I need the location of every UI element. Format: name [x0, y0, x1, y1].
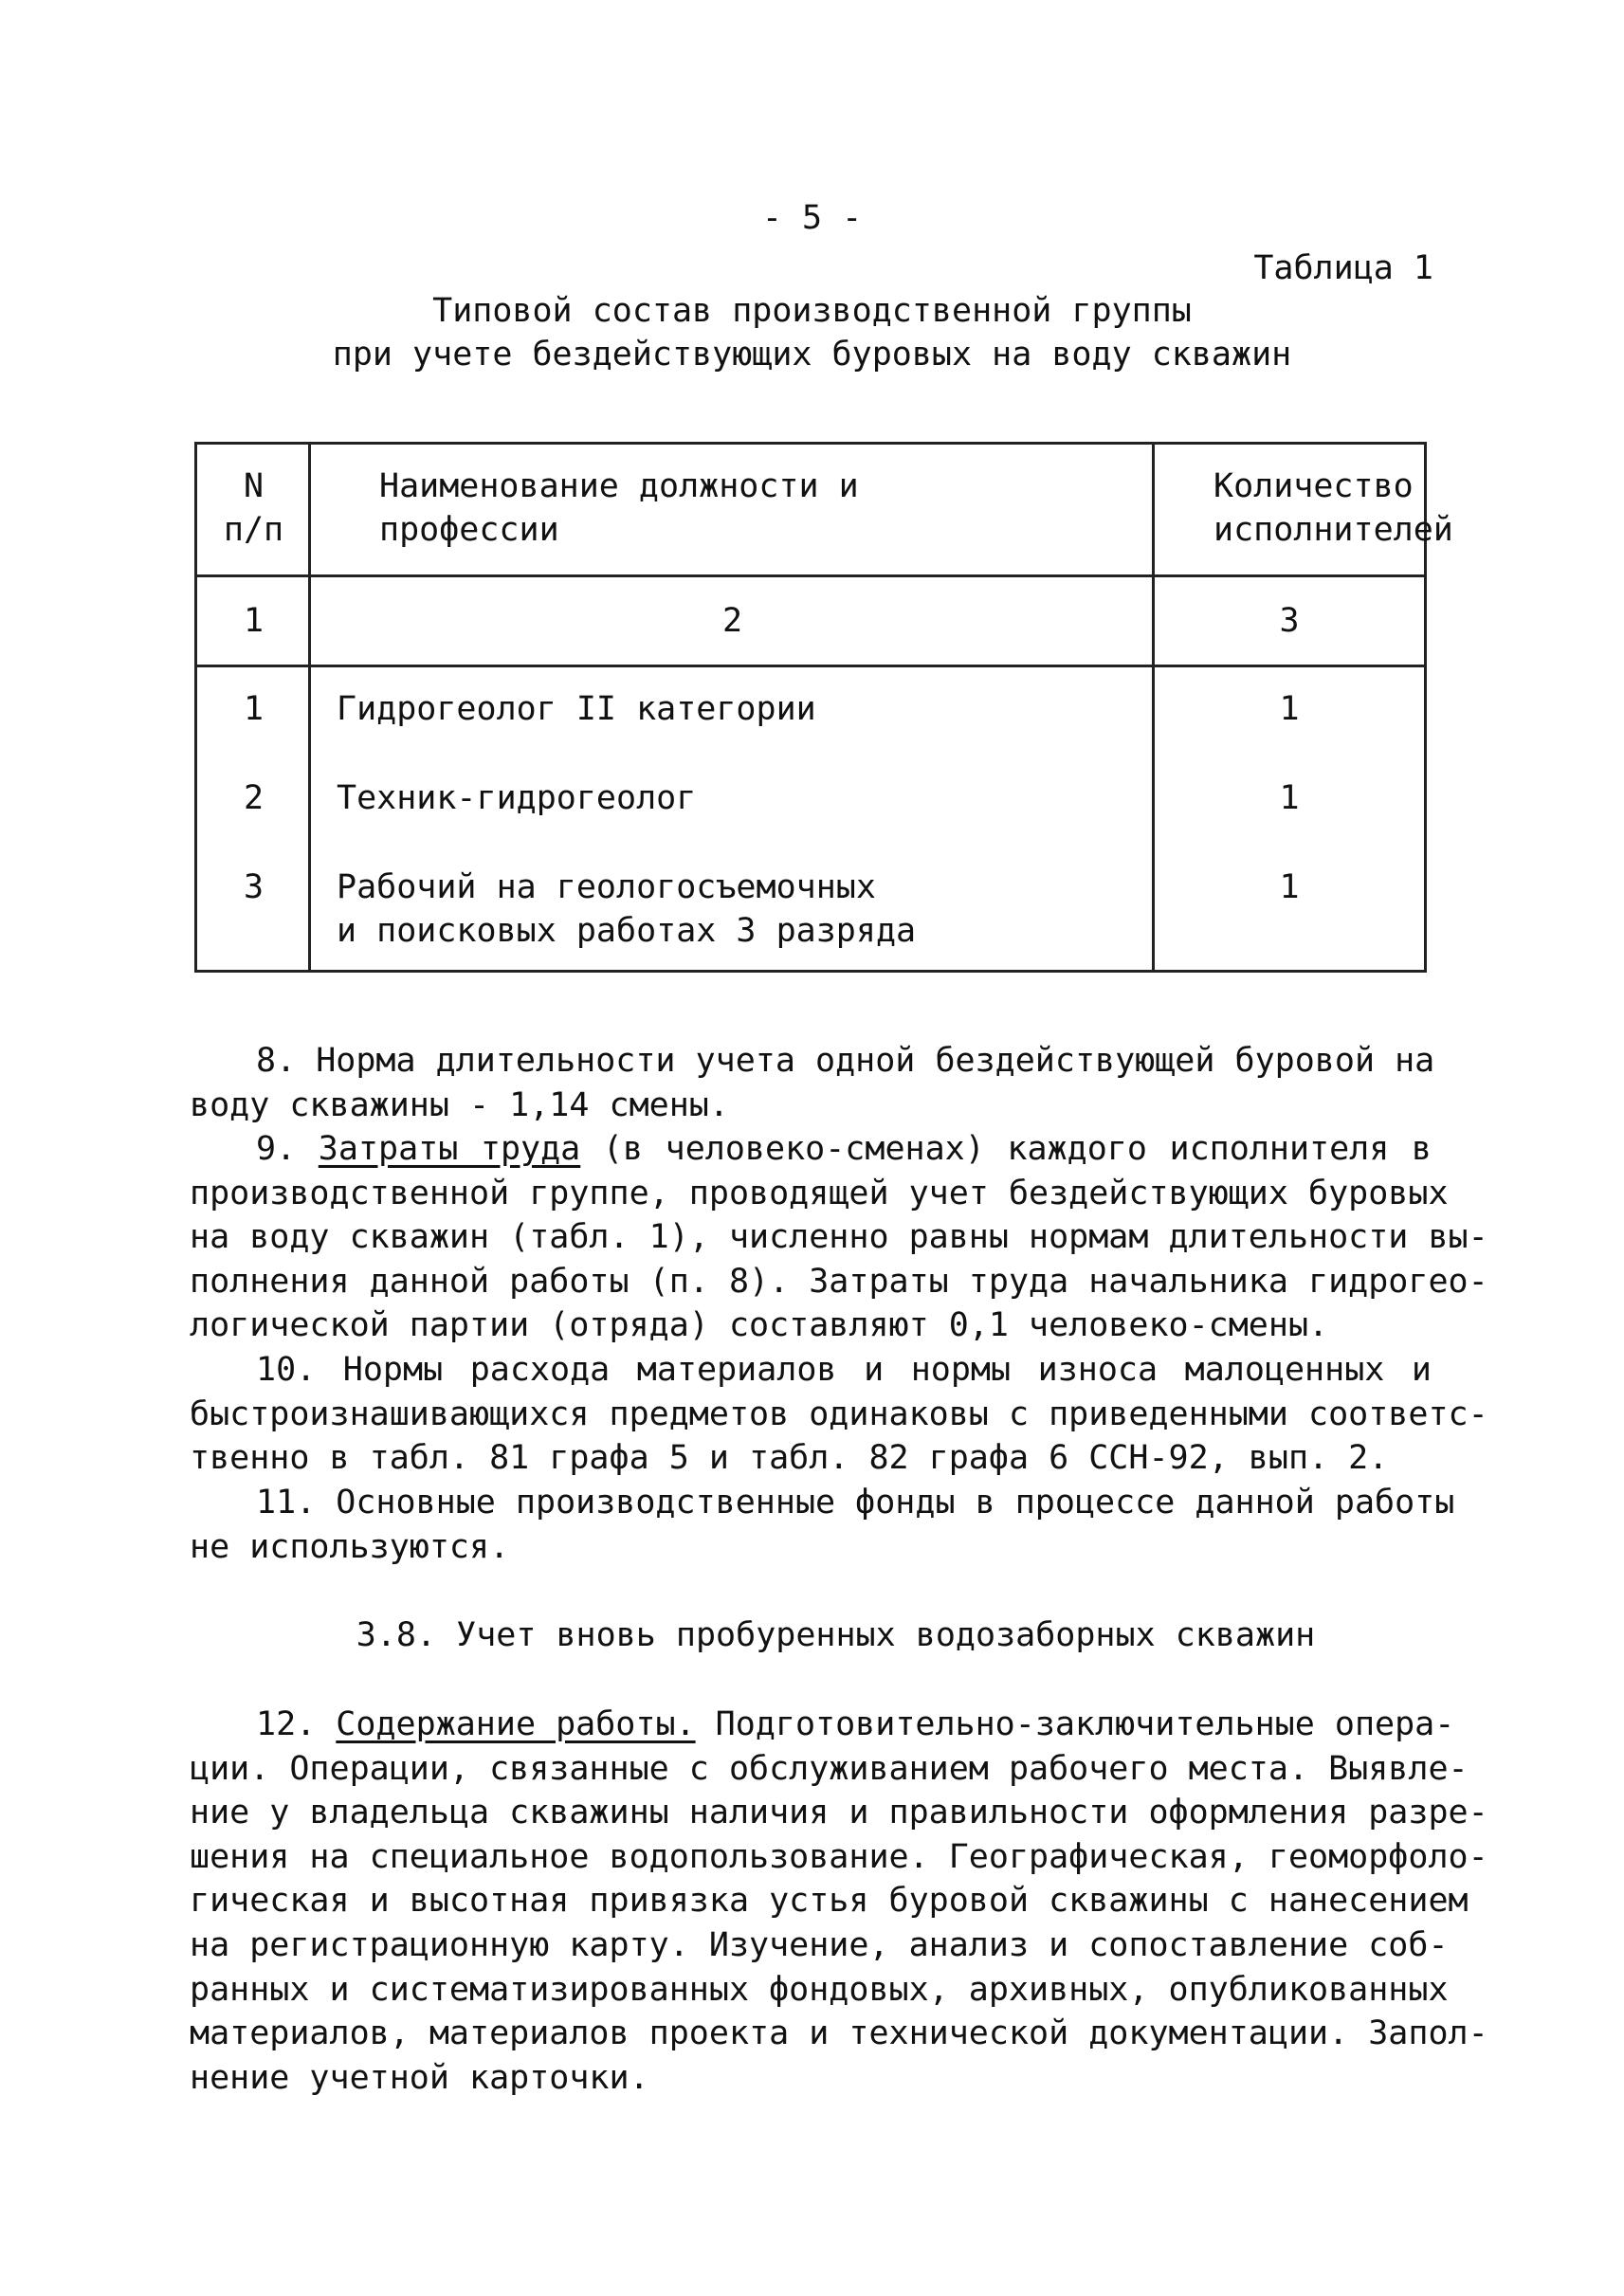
section-heading: 3.8. Учет вновь пробуренных водозаборных скважин	[356, 1616, 1316, 1654]
table-title	[0, 289, 1624, 376]
row-3-position: Рабочий на геологосъемочных и поисковых работах 3 разряда	[337, 868, 917, 950]
paragraph-9: 9. Затраты труда (в человеко-сменах) каждого исполнителя в производственной группе, проводящей учет бездействующих буровых на воду скважин (табл. 1), численно равны нормам длительности вы- полнения данной работы (п. 8). Затраты труда начальника гидрогео- логической партии (отряда) составляют 0,1 человеко-смены.	[190, 1130, 1488, 1345]
row-1-number: 1	[243, 690, 265, 728]
row-1-count: 1	[1279, 690, 1300, 728]
table-title-line-2: при учете бездействующих буровых на воду скважин	[332, 336, 1292, 374]
header-number: N п/п	[223, 467, 284, 549]
table-border-bottom	[194, 970, 1427, 973]
table-border-top	[194, 442, 1427, 445]
column-number-1: 1	[243, 602, 265, 640]
row-2-number: 2	[243, 779, 265, 817]
paragraph-10: 10. Нормы расхода материалов и нормы износа малоценных и быстроизнашивающихся предметов одинаковы с приведенными соответс- твенно в табл. 81 графа 5 и табл. 82 графа 6 ССН-92, вып. 2.	[190, 1351, 1488, 1478]
table-title-line-1: Типовой состав производственной группы	[432, 292, 1192, 330]
table-header-divider	[194, 574, 1427, 577]
row-3-count: 1	[1279, 868, 1300, 906]
underlined-term: Содержание работы.	[336, 1705, 696, 1743]
row-2-count: 1	[1279, 779, 1300, 817]
paragraph-11: 11. Основные производственные фонды в процессе данной работы не используются.	[190, 1484, 1455, 1566]
underlined-term: Затраты труда	[318, 1130, 581, 1168]
table-colnum-divider	[194, 665, 1427, 667]
row-3-number: 3	[243, 868, 265, 906]
column-number-3: 3	[1279, 602, 1300, 640]
paragraph-12: 12. Содержание работы. Подготовительно-заключительные опера- ции. Операции, связанные с обслуживанием рабочего места. Выявле- ние у владельца скважины наличия и правильности оформления разре- шения на специальное водопользование. Географическая, геоморфоло- гическая и высотная привязка устья буровой скважины с нанесением на регистрационную карту. Изучение, анализ и сопоставление соб- ранных и систематизированных фондовых, архивных, опубликованных материалов, материалов проекта и технической документации. Запол- нение учетной карточки.	[190, 1705, 1488, 2097]
page-number: - 5 -	[761, 199, 863, 237]
table-label: Таблица 1	[1253, 249, 1433, 287]
header-position: Наименование должности и профессии	[379, 467, 859, 549]
row-1-position: Гидрогеолог II категории	[337, 690, 816, 728]
paragraph-8: 8. Норма длительности учета одной бездействующей буровой на воду скважины - 1,14 смены.	[190, 1042, 1435, 1124]
staff-table	[194, 442, 1453, 973]
row-2-position: Техник-гидрогеолог	[337, 779, 697, 817]
column-number-2: 2	[721, 602, 743, 640]
header-count: Количество исполнителей	[1213, 467, 1453, 549]
